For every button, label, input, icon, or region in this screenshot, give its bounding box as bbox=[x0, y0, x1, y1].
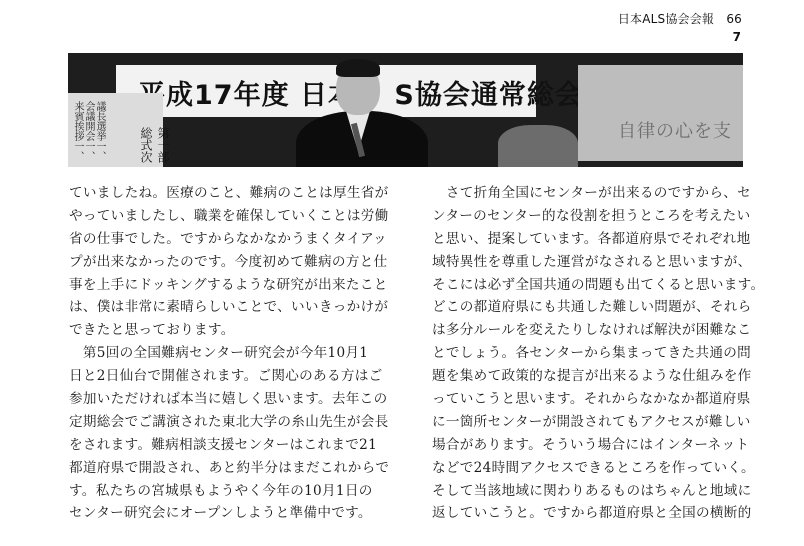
text-line: は多分ルールを変えたりしなければ解決が困難なこ bbox=[432, 322, 752, 339]
text-line: センター研究会にオープンしようと準備中です。 bbox=[69, 505, 372, 522]
projection-screen bbox=[578, 65, 743, 161]
page-number: 7 bbox=[732, 30, 741, 44]
publication-header: 日本ALS協会会報 66 bbox=[617, 12, 742, 26]
text-line: は、僕は非常に素晴らしいことで、いいきっかけが bbox=[69, 299, 389, 316]
text-line: やっていましたし、職業を確保していくことは労働 bbox=[69, 207, 389, 224]
left-text-column bbox=[69, 182, 391, 525]
text-line: さて折角全国にセンターが出来るのですから、セ bbox=[432, 185, 752, 201]
text-line: 場合があります。そういう場合にはインターネット bbox=[432, 436, 750, 453]
event-photo bbox=[68, 53, 743, 167]
text-line: 題を集めて政策的な提言が出来るような仕組みを作 bbox=[432, 368, 752, 385]
text-line: 都道府県で開設され、あと約半分はまだこれからで bbox=[69, 459, 390, 476]
right-text-column bbox=[432, 182, 765, 525]
text-line: ていましたね。医療のこと、難病のことは厚生省が bbox=[69, 185, 389, 201]
program-board-title: 第一部総式次 bbox=[139, 127, 170, 163]
text-line: に一箇所センターが開設されてもアクセスが難しい bbox=[432, 413, 751, 430]
text-line: をされます。難病相談支援センターはこれまで21 bbox=[69, 436, 378, 453]
text-line: っていこうと思います。それからなかなか都道府県 bbox=[432, 391, 751, 408]
text-line: 省の仕事でした。ですからなかなかうまくタイアッ bbox=[69, 230, 387, 247]
program-board-text: 議長選挙一、会議開会一、来賓挨拶一、 bbox=[72, 101, 105, 161]
text-line: 返していこうと。ですから都道府県と全国の横断的 bbox=[432, 505, 752, 522]
speaker-hair bbox=[336, 59, 380, 77]
banner-text: 平成17年度 日本 S協会通常総会 bbox=[138, 80, 583, 111]
text-line: 事を上手にドッキングするような研究が出来たこと bbox=[69, 276, 388, 293]
text-line: 参加いただければ本当に嬉しく思います。去年この bbox=[69, 391, 388, 408]
text-line: と思い、提案しています。各都道府県でそれぞれ地 bbox=[432, 230, 751, 247]
text-line: プが出来なかったのです。今度初めて難病の方と仕 bbox=[69, 253, 388, 270]
text-line: 第5回の全国難病センター研究会が今年10月1 bbox=[69, 345, 369, 362]
text-line: そして当該地域に関わりあるものはちゃんと地域に bbox=[432, 482, 752, 499]
text-line: そこには必ず全国共通の問題も出てくると思います。 bbox=[432, 276, 765, 293]
text-line: 日と2日仙台で開催されます。ご関心のある方はご bbox=[69, 368, 383, 385]
projection-screen-text: 自律の心を支 bbox=[618, 121, 732, 142]
text-line: ンターのセンター的な役割を担うところを考えたい bbox=[432, 207, 751, 224]
text-line: などで24時間アクセスできるところを作っていく。 bbox=[432, 459, 755, 476]
flower-arrangement bbox=[498, 125, 578, 167]
text-line: 定期総会でご講演された東北大学の糸山先生が会長 bbox=[69, 413, 389, 430]
text-line: どこの都道府県にも共通した難しい問題が、それら bbox=[432, 299, 752, 316]
text-line: とでしょう。各センターから集まってきた共通の問 bbox=[432, 345, 752, 362]
text-line: す。私たちの宮城県もようやく今年の10月1日の bbox=[69, 482, 373, 499]
text-line: 域特異性を尊重した運営がなされると思いますが、 bbox=[432, 253, 752, 270]
text-line: できたと思っております。 bbox=[69, 322, 235, 339]
